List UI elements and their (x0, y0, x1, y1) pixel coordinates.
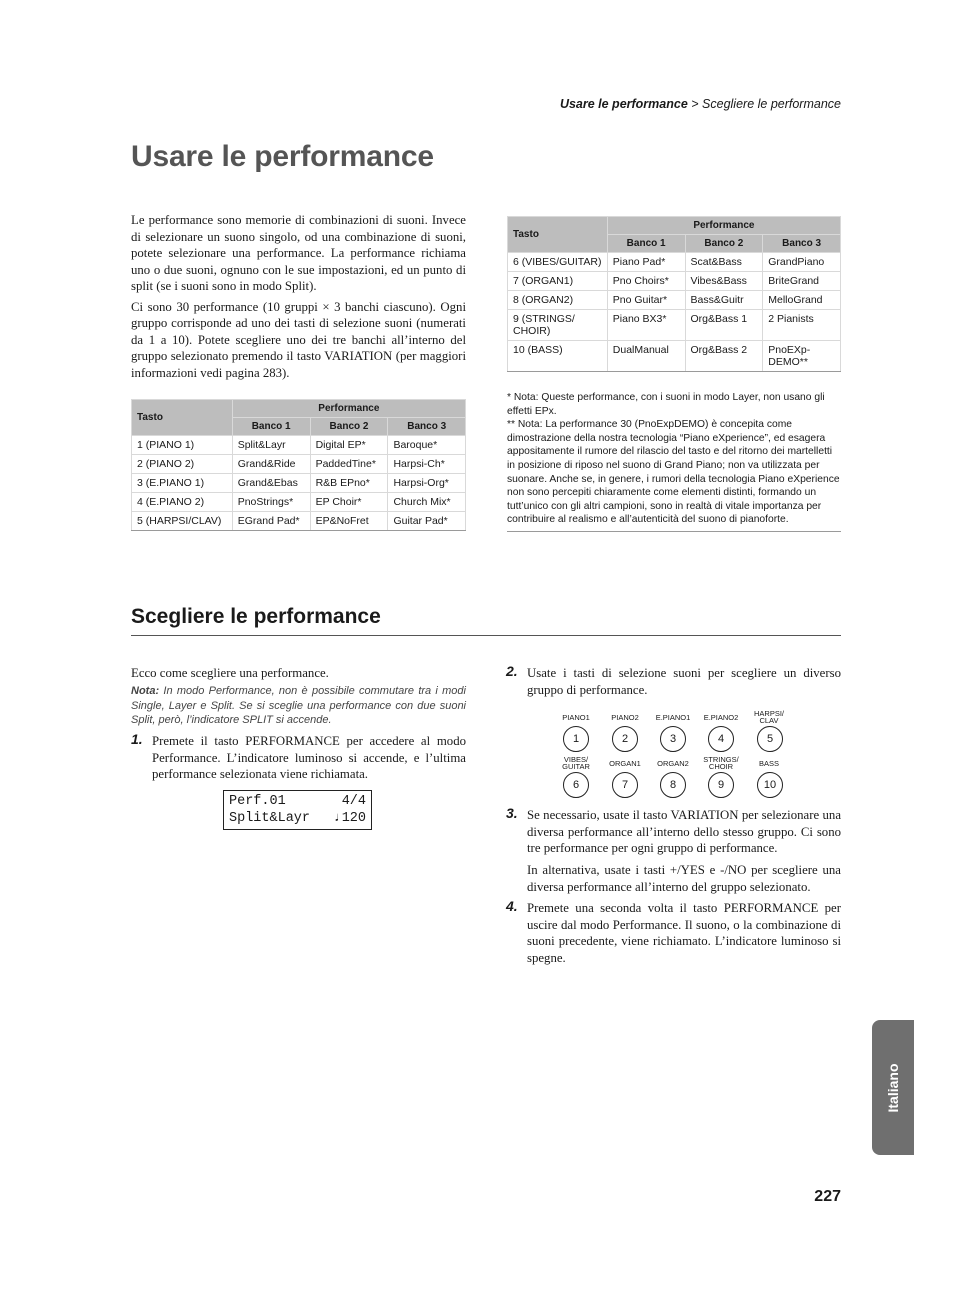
table-cell: Org&Bass 2 (685, 341, 763, 372)
table-cell: Pno Choirs* (607, 272, 685, 291)
sound-button-9[interactable]: 9 (708, 772, 734, 798)
table-cell: BriteGrand (763, 272, 841, 291)
table-cell: Baroque* (388, 436, 466, 455)
table-cell: Grand&Ride (232, 455, 310, 474)
table-cell: 6 (VIBES/GUITAR) (508, 253, 608, 272)
button-label: BASS (758, 759, 779, 768)
table-cell: Piano Pad* (607, 253, 685, 272)
header-banco3: Banco 3 (763, 235, 841, 253)
table-row (132, 455, 466, 474)
table-cell: 10 (BASS) (508, 341, 608, 372)
step-text: Usate i tasti di selezione suoni per scegliere un diverso gruppo di performance. (527, 666, 841, 697)
table-cell: Grand&Ebas (232, 474, 310, 493)
table-cell: Split&Layr (232, 436, 310, 455)
lcd-display (223, 790, 372, 830)
language-tab-label: Italiano (885, 1062, 901, 1113)
header-banco2: Banco 2 (685, 235, 763, 253)
step-text: Premete una seconda volta il tasto PERFORMANCE per uscire dal modo Performance. Il suono, o la combinazione di suoni precedente, viene richiamato. L’indicatore luminoso si spegne. (527, 901, 841, 965)
table-cell: 5 (HARPSI/CLAV) (132, 512, 233, 531)
table-row (132, 512, 466, 531)
intro-paragraph: Ci sono 30 performance (10 gruppi × 3 banchi ciascuno). Ogni gruppo corrisponde ad uno dei tasti di selezione suoni (numerati da 1 a 10). Potete scegliere uno dei tre banchi all’interno del gruppo selezionato premendo il tasto VARIATION (per maggiori informazioni vedi pagina 283). (131, 299, 466, 380)
table-cell: Digital EP* (310, 436, 388, 455)
footnotes (507, 391, 841, 532)
step-number: 4. (506, 898, 518, 914)
button-label: PIANO1 (562, 713, 590, 722)
table-row (508, 272, 841, 291)
quarter-note-icon: ♩ (333, 811, 342, 826)
table-cell: GrandPiano (763, 253, 841, 272)
table-cell: 4 (E.PIANO 2) (132, 493, 233, 512)
sound-button-8[interactable]: 8 (660, 772, 686, 798)
table-row (508, 310, 841, 341)
lcd-performance-name: Split&Layr (229, 811, 311, 826)
footnote: ** Nota: La performance 30 (PnoExpDEMO) è concepita come dimostrazione della nostra tecnologia “Piano eXperience”, ed esagera appositamente il rumore del rilascio del tasto e del ritorno dei martelletti in posizione di riposo nel suono di Grand Piano; non va utilizzata per suonare. Anche se, in genere, i rumori della tecnologia Piano eXperience non sono percepiti chiaramente come elementi distinti, formando un tutt’unico con gli altri campioni, sono in realtà di vitale importanza per contribuire al realismo e all’autenticità del suono di pianoforte. (507, 419, 840, 526)
sound-button-7[interactable]: 7 (612, 772, 638, 798)
table-cell: Harpsi-Ch* (388, 455, 466, 474)
lcd-time-signature: 4/4 (341, 794, 366, 809)
table-cell: EP Choir* (310, 493, 388, 512)
choose-intro: Ecco come scegliere una performance. (131, 666, 329, 680)
table-cell: MelloGrand (763, 291, 841, 310)
table-cell: 2 Pianists (763, 310, 841, 341)
header-banco1: Banco 1 (232, 418, 310, 436)
button-label: VIBES/ GUITAR (562, 755, 590, 771)
header-performance: Performance (232, 400, 465, 418)
intro-paragraph: Le performance sono memorie di combinazioni di suoni. Invece di selezionare un suono singolo, od una combinazione di suoni, potete selezionare una performance. La performance richiama uno o due suoni, ognuno con le sue impostazioni, ed un punto di split (se i suoni sono in modo Split). (131, 213, 466, 293)
header-performance: Performance (607, 217, 840, 235)
sound-select-buttons-diagram (551, 708, 796, 800)
sound-button-5[interactable]: 5 (757, 726, 783, 752)
table-cell: 9 (STRINGS/ CHOIR) (508, 310, 608, 341)
button-label: ORGAN1 (609, 759, 641, 768)
lcd-line-1 (229, 793, 371, 810)
header-tasto: Tasto (132, 400, 233, 436)
table-cell: 3 (E.PIANO 1) (132, 474, 233, 493)
table-cell: Harpsi-Org* (388, 474, 466, 493)
note (131, 684, 466, 728)
button-label: ORGAN2 (657, 759, 689, 768)
page-number: 227 (814, 1188, 841, 1205)
performance-table-1 (131, 399, 466, 531)
table-cell: EP&NoFret (310, 512, 388, 531)
table-cell: Piano BX3* (607, 310, 685, 341)
sound-button-10[interactable]: 10 (757, 772, 783, 798)
table-cell: 8 (ORGAN2) (508, 291, 608, 310)
performance-table-2 (507, 216, 841, 372)
step-number: 3. (506, 805, 518, 821)
header-banco3: Banco 3 (388, 418, 466, 436)
table-cell: Bass&Guitr (685, 291, 763, 310)
table-cell: PnoEXp-DEMO** (763, 341, 841, 372)
header-banco2: Banco 2 (310, 418, 388, 436)
table-cell: Scat&Bass (685, 253, 763, 272)
table-row (508, 291, 841, 310)
table-cell: Vibes&Bass (685, 272, 763, 291)
footnote: * Nota: Queste performance, con i suoni in modo Layer, non usano gli effetti EPx. (507, 392, 825, 417)
running-header: Usare le performance > Scegliere le performance (559, 97, 841, 111)
table-cell: R&B EPno* (310, 474, 388, 493)
intro-text (131, 212, 466, 385)
table-cell: Church Mix* (388, 493, 466, 512)
table-cell: DualManual (607, 341, 685, 372)
table-cell: 1 (PIANO 1) (132, 436, 233, 455)
section-divider (131, 635, 841, 636)
button-label: STRINGS/ CHOIR (703, 755, 739, 771)
table-row (132, 436, 466, 455)
step-text: Se necessario, usate il tasto VARIATION per selezionare una diversa performance all’interno dello stesso gruppo. Ci sono tre performance per ogni gruppo di performance. (527, 808, 841, 855)
table-cell: PaddedTine* (310, 455, 388, 474)
lcd-performance-number: Perf.01 (229, 794, 286, 809)
table-cell: 7 (ORGAN1) (508, 272, 608, 291)
sound-button-1[interactable]: 1 (563, 726, 589, 752)
step-text-extra: In alternativa, usate i tasti +/YES e -/NO per scegliere una diversa performance all’interno del gruppo selezionato. (527, 863, 841, 894)
sound-button-3[interactable]: 3 (660, 726, 686, 752)
note-text: In modo Performance, non è possibile commutare tra i modi Single, Layer e Split. Se si sceglie una performance con due suoni Split, però, l’indicatore SPLIT si accende. (131, 685, 466, 726)
lcd-tempo: 120 (341, 811, 366, 826)
page-title: Usare le performance (131, 140, 434, 173)
step-number: 1. (131, 731, 143, 747)
table-row (508, 253, 841, 272)
button-label: E.PIANO2 (703, 713, 739, 722)
sound-button-4[interactable]: 4 (708, 726, 734, 752)
note-label: Nota: (131, 685, 160, 697)
header-tasto: Tasto (508, 217, 608, 253)
table-cell: PnoStrings* (232, 493, 310, 512)
sound-button-2[interactable]: 2 (612, 726, 638, 752)
button-label: E.PIANO1 (655, 713, 691, 722)
table-cell: EGrand Pad* (232, 512, 310, 531)
button-label: PIANO2 (611, 713, 639, 722)
button-label: HARPSI/ CLAV (753, 709, 784, 725)
language-tab (872, 1020, 914, 1155)
lcd-line-2 (229, 810, 371, 827)
table-row (508, 341, 841, 372)
table-row (132, 474, 466, 493)
table-cell: Guitar Pad* (388, 512, 466, 531)
table-row (132, 493, 466, 512)
step-text: Premete il tasto PERFORMANCE per accedere al modo Performance. L’indicatore luminoso si accende, e l’ultima performance selezionata viene richiamata. (152, 734, 466, 781)
table-cell: 2 (PIANO 2) (132, 455, 233, 474)
table-cell: Pno Guitar* (607, 291, 685, 310)
section-title: Scegliere le performance (131, 605, 381, 628)
sound-button-6[interactable]: 6 (563, 772, 589, 798)
table-cell: Org&Bass 1 (685, 310, 763, 341)
step-number: 2. (506, 663, 518, 679)
header-banco1: Banco 1 (607, 235, 685, 253)
